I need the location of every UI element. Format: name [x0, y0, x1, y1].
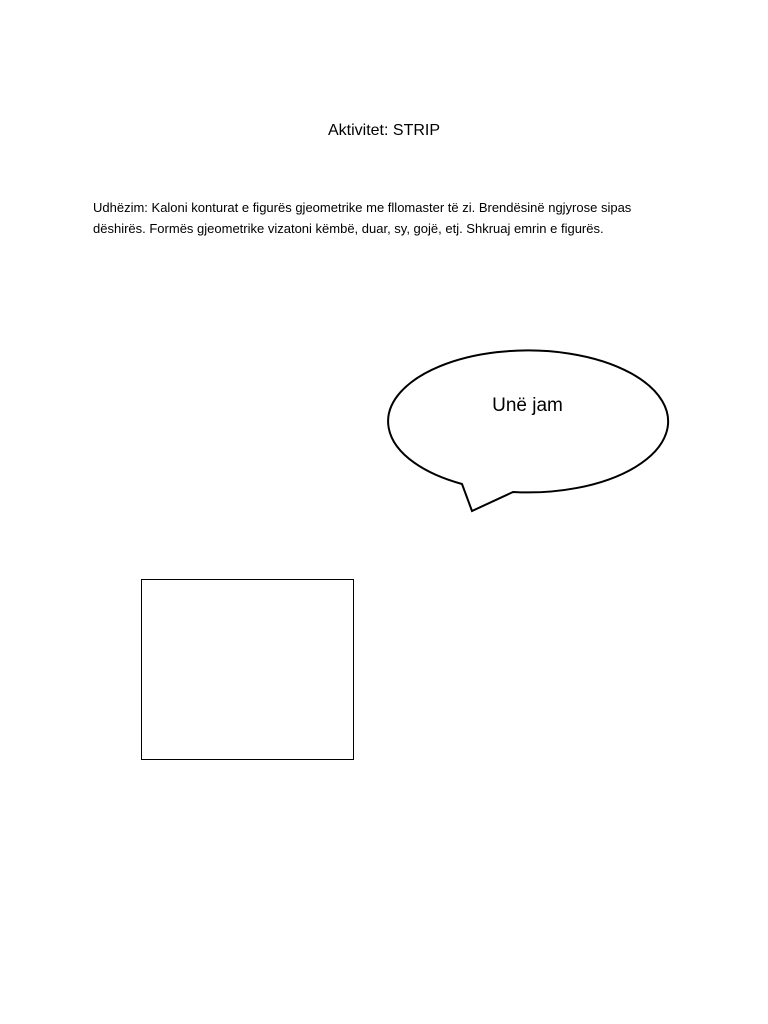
speech-bubble-text: Unë jam [492, 395, 563, 416]
speech-bubble-outline [388, 350, 668, 511]
activity-title: Aktivitet: STRIP [327, 122, 441, 139]
speech-bubble-shape [385, 345, 677, 517]
square-shape [141, 579, 354, 760]
instructions-paragraph: Udhëzim: Kaloni konturat e figurës gjeometrike me fllomaster të zi. Brendësinë ngjyrose sipas dëshirës. Formës gjeometrike vizatoni këmbë, duar, sy, gojë, etj. Shkruaj emrin e figurës. [93, 200, 632, 236]
